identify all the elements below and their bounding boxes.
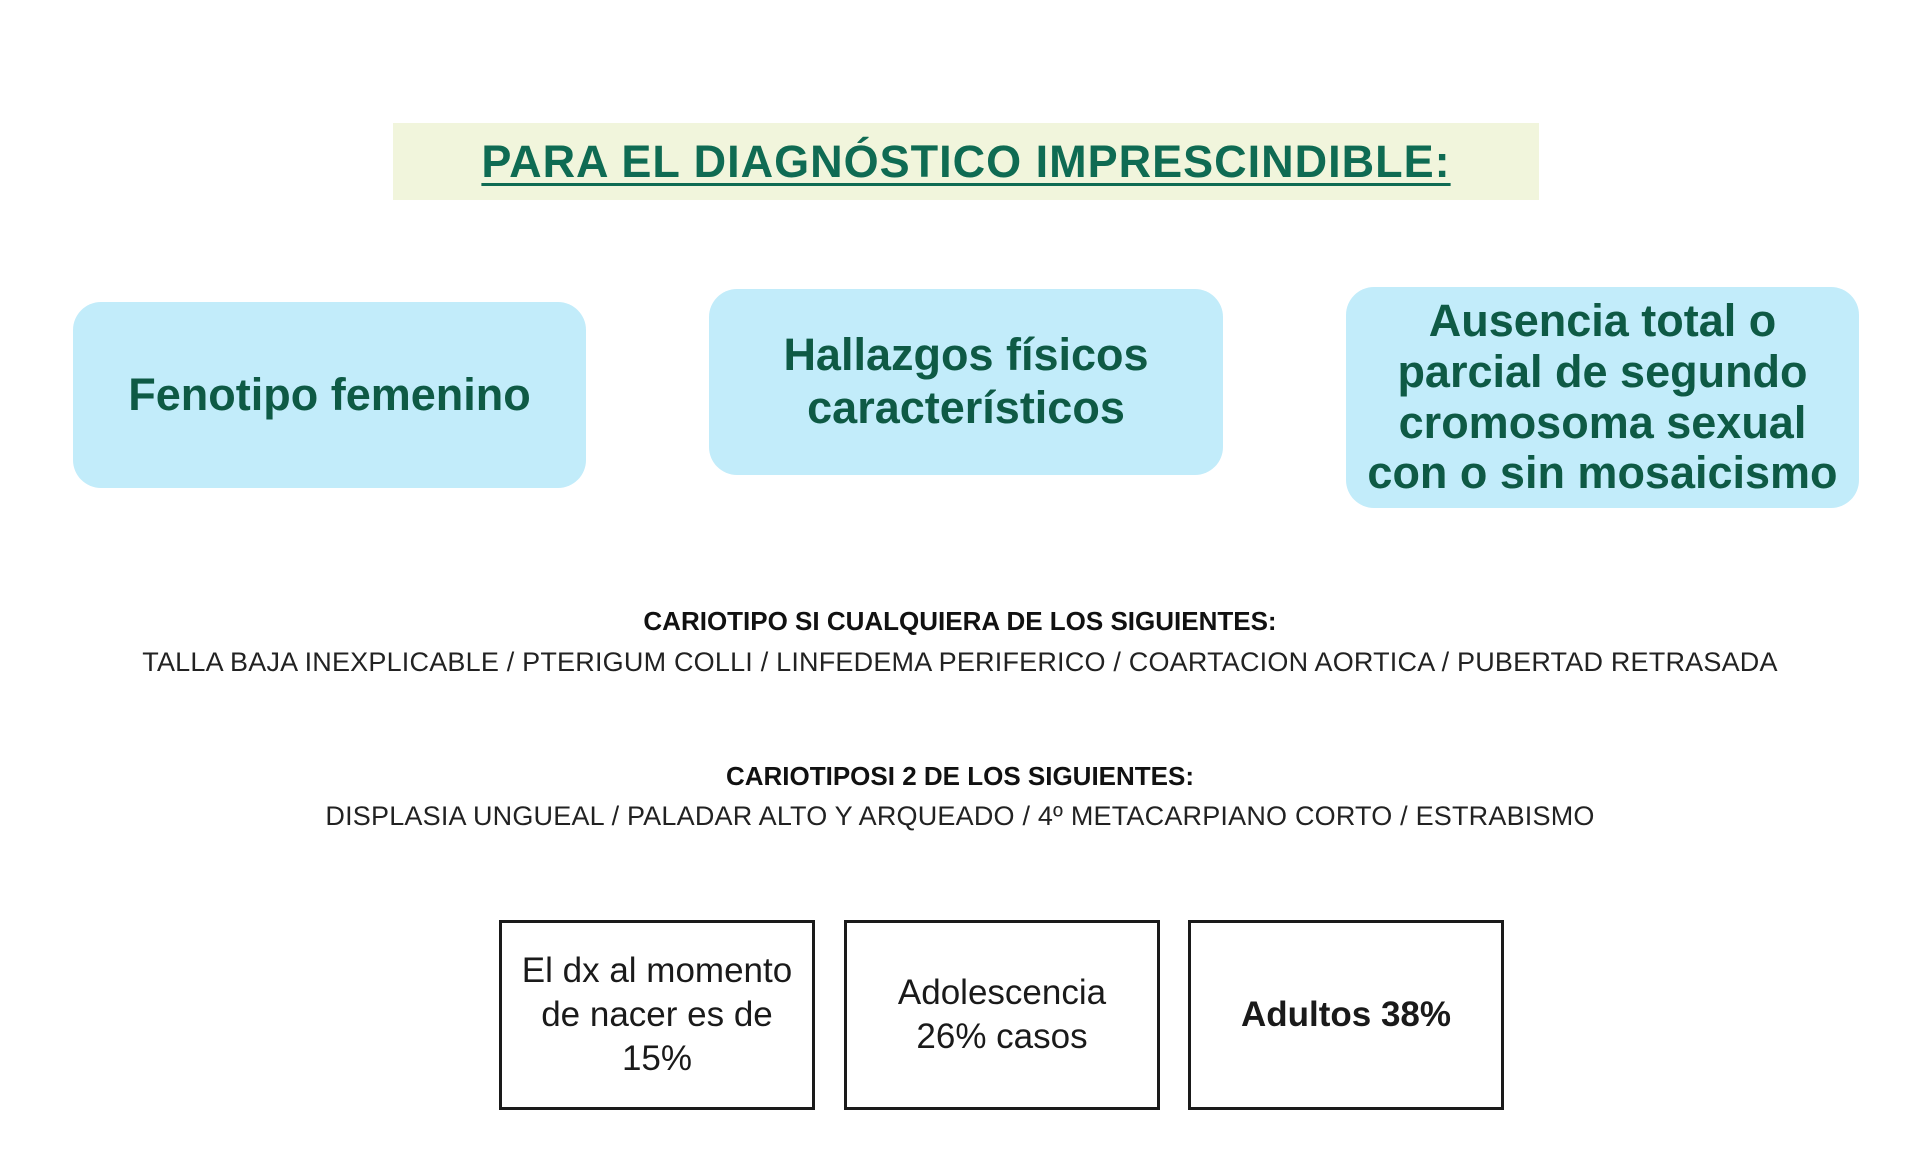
criterion-box-physical-findings: Hallazgos físicos característicos bbox=[709, 289, 1223, 475]
stat-box-birth bbox=[499, 920, 815, 1110]
karyotype-any-list: TALLA BAJA INEXPLICABLE / PTERIGUM COLLI / LINFEDEMA PERIFERICO / COARTACION AORTICA / PUBERTAD RETRASADA bbox=[142, 647, 1778, 677]
stat-adolescence-text: Adolescencia 26% casos bbox=[897, 973, 1107, 1056]
stat-box-adults bbox=[1188, 920, 1504, 1110]
criterion-box-phenotype: Fenotipo femenino bbox=[73, 302, 586, 488]
karyotype-any-heading: CARIOTIPO SI CUALQUIERA DE LOS SIGUIENTES: bbox=[643, 606, 1277, 636]
karyotype-two-list: DISPLASIA UNGUEAL / PALADAR ALTO Y ARQUEADO / 4º METACARPIANO CORTO / ESTRABISMO bbox=[325, 801, 1595, 831]
criterion-box-chromosome: Ausencia total o parcial de segundo cromosoma sexual con o sin mosaicismo bbox=[1346, 287, 1859, 508]
karyotype-two-heading: CARIOTIPOSI 2 DE LOS SIGUIENTES: bbox=[725, 761, 1195, 791]
stat-box-adolescence bbox=[844, 920, 1160, 1110]
page-title: PARA EL DIAGNÓSTICO IMPRESCINDIBLE: bbox=[481, 135, 1451, 187]
stat-adults-text: Adultos 38% bbox=[1240, 995, 1452, 1035]
stat-birth-text: El dx al momento de nacer es de 15% bbox=[521, 951, 793, 1078]
title-banner bbox=[393, 123, 1539, 200]
